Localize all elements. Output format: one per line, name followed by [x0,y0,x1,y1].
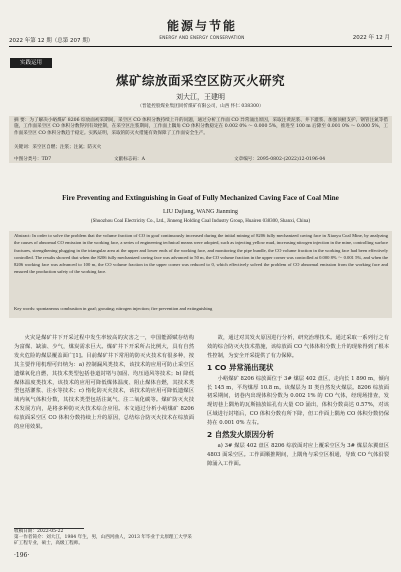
en-affiliation: (Shuozhou Coal Electricity Co., Ltd., Jinneng Holding Coal Industry Group, Huairen 038300, Shanxi, China) [90,219,311,224]
journal-logo-en: ENERGY AND ENERGY CONSERVATION [159,35,245,40]
doc-code: 文献标志码：A [114,157,145,162]
body-paragraph: 火灾是煤矿井下开采过程中发生率较高的灾害之一，中国能源赋存结构为富煤、缺油、少气，煤炭需求巨大。煤矿井下开采所占比例大，具有自然发火危险的煤层覆盖面广[1]。目前煤矿井下常用的防灭火技术有很多种，按其主要作用机理可归纳为：a) 控制漏风类技术，该技术的应用可防止采空区遗煤氧化自燃，其技术类型包括巷道封堵与加固、均压通风等技术；b) 降低煤体温度类技术，该技术的应用可降低煤体温度、阻止煤体自燃，其技术类型包括灌浆、注水等技术；c) 惰化防灭火技术，该技术的应用可降低遗煤区域内氧气体积分数，其技术类型包括注氮气、注二氧化碳等。煤矿防灭火技术发展方向，是将多种防灭火技术综合应用。本文通过分析小峪煤矿 8206 综放面采空区 CO 体积分数持续上升的原因，总结综合防灭火技术在综放面的应用效果。 [14,335,194,431]
header-rule [9,46,392,47]
page-number: ·196· [14,552,30,559]
en-keywords: Key words: spontaneous combustion in goaf; grouting; nitrogen injection; fire prevention and extinguishing [14,306,213,311]
section-heading-1: 1 CO 异常涌出现状 [207,362,274,372]
body-paragraph: a) 3# 煤层 402 盘区 8206 综放面对应上覆采空区为 3# 煤层东翼盘区 4803 面采空区。工作面顺推期间，上隅角与采空区相通，导致 CO 气体沿裂隙涌入工作面。 [207,442,389,467]
cn-keywords: 关键词：采空区自燃；注浆；注氮；防灭火 [14,145,102,150]
body-paragraph: 故，通过对其发火原因进行分析，研究治理技术。通过采取一系列行之有效的综合防灭火技术措施，该综放面 CO 气体体积分数上升的现象得到了根本性控制，为安全开采提供了有力保障。 [207,335,389,359]
cn-authors: 刘大江，王建明 [176,93,225,101]
body-paragraph: 小峪煤矿 8206 综放面位于 3# 煤层 402 盘区，走向长 1 890 m，倾向长 145 m，平均煤厚 10.8 m。该煤层为 II 类自然发火煤层。8206 综放面初采期间，切巷内出现体积分数为 0.002 1% 的 CO 气体，经现场排查，发现切巷上隅角的瓦斯抽放钻孔有大量 CO 涌出，体积分数高达 0.57%，对该区域进行封堵后，CO 体积分数有所下降，但工作面上隅角 CO 体积分数仍保持在 0.001 0% 左右。 [207,375,389,427]
issue-date: 2022 年 12 月 [352,35,390,41]
cn-abstract: 摘 要：为了解决小峪煤矿 8206 综放面初采期间，采空区 CO 体积分数持续上升的问题，通过分析工作面 CO 异常涌出原因，采取注黄泥浆、井下灌浆、加强顶板支护、钢管注氮等措施，工作面采空区 CO 体积分数得到有效控制，在采空区注浆期间，工作面上隅角 CO 体积分数稳定在 0.002 0% ～ 0.000 5%，推进至 100 m 后降至 0.001 0% ～ 0.000 5%，工作面采空区 CO 体积分数趋于稳定。实践证明，采取的防灭火措施有效保障了工作面安全生产。 [14,118,388,136]
section-tag: 实践运用 [10,58,52,68]
article-number: 文章编号：2095-0802-(2022)12-0196-04 [234,157,326,162]
classification-row [14,156,388,162]
body-right-column [207,334,389,469]
journal-issue: 2022 年第 12 期（总第 207 期） [9,38,94,44]
en-authors: LIU Dajiang, WANG Jianming [163,209,238,215]
body-left-column [14,334,194,432]
en-abstract: Abstract: In order to solve the problem that the volume fraction of CO in goaf continuously increased during the initial mining of 8206 fully mechanized caving face in Xiaoyu Coal Mine, by analyzing the causes of abnormal CO emission in the working face, a series of engineering technical means were adopted, such as injecting yellow mud, increasing nitrogen injection in the mine, controlling surface fractures, strengthening plugging in the triangular area at the upper and lower ends of the working face, and monitoring the pipe bundle, the CO volume fraction in the working face had been effectively controlled. The results showed that when the 8206 fully mechanized caving face was advanced to 50 m, the CO volume fraction in the upper corner was controlled at 0.000 8% ～ 0.001 5%, and when the 8206 working face was advanced to 100 m, the CO volume fraction in the upper corner was reduced to 0, which effectively solved the problem of CO abnormal emission from the working face and ensured the production safety of the working face. [14,233,388,275]
cn-affiliation: （晋能控股煤业集团同忻煤矿有限公司，山西 怀仁 038300） [137,104,264,109]
footnote: 收稿日期：2022-05-22 第一作者简介：刘大江，1984 年生，男，山西河曲人，2013 年毕业于太原理工大学采矿工程专业，硕士，高级工程师。 [14,529,192,547]
journal-logo-cn: 能源与节能 [166,19,237,33]
cls-number: 中图分类号：TD7 [14,157,52,162]
journal-logo [152,17,252,40]
section-heading-2: 2 自然发火原因分析 [207,430,274,440]
en-title: Fire Preventing and Extinguishing in Goaf of Fully Mechanized Caving Face of Coal Mine [62,194,339,202]
cn-title: 煤矿综放面采空区防灭火研究 [115,73,285,88]
